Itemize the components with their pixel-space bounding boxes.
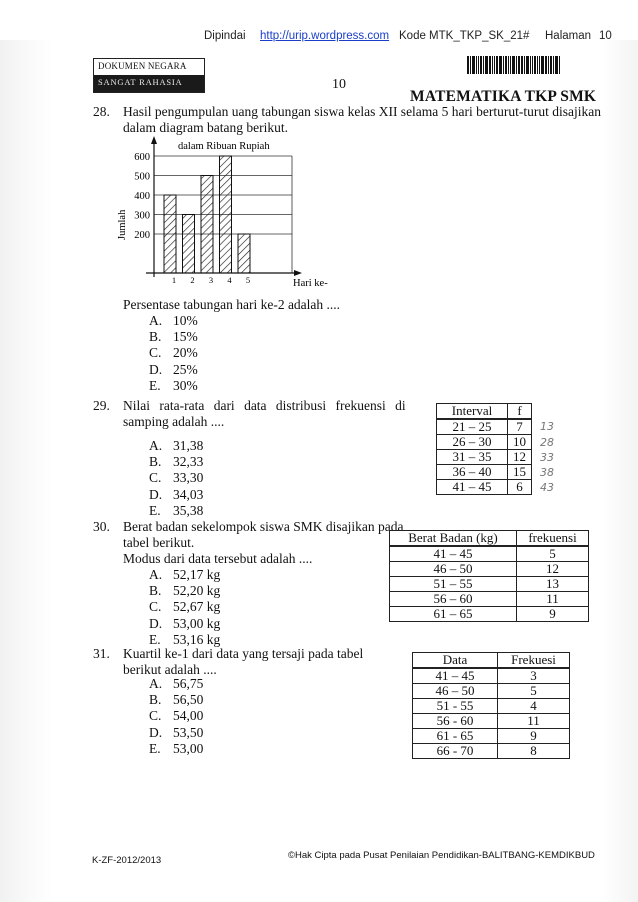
option-e[interactable] [149,378,198,394]
table-row [390,607,589,622]
table-cell: 10 [508,435,532,450]
y-tick-label: 300 [134,210,150,222]
table-cell: 56 - 60 [413,714,498,729]
table-cell: 41 – 45 [390,546,517,562]
y-axis-arrow [151,136,157,144]
option-letter: A. [149,438,163,453]
handwritten-note: 43 [540,481,554,494]
option-letter: C. [149,599,162,615]
option-letter: C. [149,708,162,724]
question-prompt: Persentase tabungan hari ke-2 adalah .... [123,297,341,312]
bar [164,195,176,273]
x-axis-label: Hari ke- [293,278,328,289]
table-cell: 13 [517,577,589,592]
barcode-icon [467,56,580,74]
option-text: 56,75 [173,676,204,691]
options-29 [149,438,203,519]
option-b[interactable] [149,583,220,599]
handwritten-note: 13 [540,420,554,433]
page-number: 10 [599,30,612,42]
option-text: 52,17 kg [173,567,221,582]
bar [238,234,250,273]
table-cell: 41 – 45 [413,668,498,684]
option-text: 53,00 kg [173,615,221,631]
table-cell: 4 [498,699,570,714]
handwritten-note: 33 [540,451,554,464]
table-cell: 61 - 65 [413,729,498,744]
table-cell: 31 – 35 [437,450,508,465]
bar [183,215,195,274]
option-a[interactable] [149,567,220,583]
option-b[interactable] [149,692,203,708]
doc-label-2: SANGAT RAHASIA [94,75,204,92]
doc-label-1: DOKUMEN NEGARA [98,61,187,71]
table-cell: 15 [508,465,532,480]
question-number: 30. [93,519,110,534]
table-row [413,668,570,684]
scan-header [0,4,638,40]
table-header: Frekuesi [498,653,570,669]
table-cell: 46 – 50 [413,684,498,699]
option-text: 10% [173,313,198,328]
option-letter: E. [149,631,161,647]
table-cell: 51 – 55 [390,577,517,592]
table-cell: 66 - 70 [413,744,498,759]
question-text-2: berikut adalah .... [123,662,217,677]
table-cell: 9 [517,607,589,622]
frequency-table-30 [389,530,589,622]
source-link[interactable]: http://urip.wordpress.com [260,30,390,42]
option-d[interactable] [149,487,203,503]
scan-shadow-right [602,40,638,902]
option-text: 34,03 [173,486,204,502]
table-cell: 21 – 25 [437,419,508,435]
option-a[interactable] [149,676,203,692]
option-e[interactable] [149,741,203,757]
table-cell: 61 – 65 [390,607,517,622]
handwritten-note: 28 [540,436,554,449]
table-cell: 12 [508,450,532,465]
question-29 [93,398,406,432]
option-letter: A. [149,567,163,582]
table-row [413,744,570,759]
table-header-row [390,531,589,547]
bar [201,176,213,274]
option-letter: E. [149,377,161,393]
page-label: Halaman [545,30,592,42]
table-header-row [413,653,570,669]
table-cell: 46 – 50 [390,562,517,577]
table-row [437,435,532,450]
option-letter: B. [149,329,162,345]
option-c[interactable] [149,470,203,486]
option-letter: B. [149,692,162,708]
question-text-2: samping adalah .... [123,414,225,429]
y-axis-label: Jumlah [117,209,128,240]
table-row [413,729,570,744]
table-cell: 36 – 40 [437,465,508,480]
table-row [437,465,532,480]
question-number: 28. [93,104,110,119]
option-d[interactable] [149,725,203,741]
frequency-table-29 [436,403,532,495]
option-b[interactable] [149,329,198,345]
question-text-1: Hasil pengumpulan uang tabungan siswa kelas XII selama 5 hari berturut-turut disajikan [123,104,601,119]
bar-chart [104,134,328,294]
option-text: 30% [173,377,198,393]
option-letter: E. [149,740,161,756]
option-letter: B. [149,583,162,599]
question-text-1: Berat badan sekelompok siswa SMK disajikan pada [123,519,404,534]
options-28 [149,313,198,394]
option-letter: D. [149,724,163,740]
option-text: 32,33 [173,454,204,470]
classification-box [93,58,205,93]
table-row [413,714,570,729]
option-e[interactable] [149,503,203,519]
option-letter: A. [149,313,163,328]
table-cell: 7 [508,419,532,435]
option-letter: A. [149,676,163,691]
x-tick-label: 4 [227,275,232,285]
doc-code: Kode MTK_TKP_SK_21# [399,30,530,42]
option-text: 52,20 kg [173,583,221,599]
option-c[interactable] [149,708,203,724]
option-text: 54,00 [173,708,204,724]
table-row [390,592,589,607]
question-30 [93,519,404,569]
chart-title: dalam Ribuan Rupiah [178,141,270,152]
table-cell: 26 – 30 [437,435,508,450]
option-c[interactable] [149,345,198,361]
option-b[interactable] [149,454,203,470]
table-cell: 11 [498,714,570,729]
x-tick-label: 3 [208,275,214,285]
option-text: 53,50 [173,724,204,740]
x-tick-label: 1 [171,275,177,285]
question-text-1: Nilai rata-rata dari data distribusi frekuensi di [123,398,406,413]
option-a[interactable] [149,438,203,454]
option-letter: D. [149,615,163,631]
question-text-1: Kuartil ke-1 dari data yang tersaji pada tabel [123,646,364,661]
y-tick-label: 200 [134,230,150,241]
option-letter: D. [149,486,163,502]
x-axis-arrow [294,270,302,276]
table-cell: 11 [517,592,589,607]
question-text-2: tabel berikut. [123,535,195,550]
options-31 [149,676,203,757]
question-28-prompt [123,297,423,313]
question-31 [93,646,393,680]
question-number: 29. [93,398,110,413]
option-a[interactable] [149,313,198,329]
table-row [437,480,532,495]
table-header-row [437,404,532,420]
option-text: 20% [173,345,198,361]
option-text: 35,38 [173,502,204,518]
table-row [437,450,532,465]
table-header: Berat Badan (kg) [390,531,517,547]
option-letter: D. [149,361,163,377]
table-cell: 56 – 60 [390,592,517,607]
option-text: 15% [173,329,198,345]
table-cell: 51 - 55 [413,699,498,714]
question-text-2: dalam diagram batang berikut. [123,120,288,135]
table-row [437,419,532,435]
option-text: 52,67 kg [173,599,221,615]
table-cell: 12 [517,562,589,577]
scanned-by-label: Dipindai [204,30,246,42]
handwritten-note: 38 [540,466,554,479]
option-text: 53,00 [173,740,204,756]
option-text: 56,50 [173,692,204,708]
option-letter: C. [149,345,162,361]
table-cell: 6 [508,480,532,495]
bar [220,156,232,273]
option-d[interactable] [149,616,220,632]
center-page-number: 10 [332,77,346,92]
option-letter: B. [149,454,162,470]
table-cell: 5 [517,546,589,562]
footer-code: K-ZF-2012/2013 [92,855,162,866]
y-tick-label: 400 [134,191,150,202]
scan-shadow-left [0,40,52,902]
subject-title: MATEMATIKA TKP SMK [410,88,597,105]
table-cell: 8 [498,744,570,759]
y-tick-label: 600 [134,152,150,163]
question-number: 31. [93,646,110,661]
table-header: frekuensi [517,531,589,547]
frequency-table-31 [412,652,570,759]
table-row [390,562,589,577]
footer-copyright: ©Hak Cipta pada Pusat Penilaian Pendidikan-BALITBANG-KEMDIKBUD [288,850,595,861]
table-row [413,699,570,714]
table-header: f [508,404,532,420]
table-header: Interval [437,404,508,420]
option-letter: E. [149,502,161,518]
option-text: 33,30 [173,470,204,486]
table-cell: 9 [498,729,570,744]
question-text-3: Modus dari data tersebut adalah .... [123,551,313,566]
table-row [390,577,589,592]
option-text: 53,16 kg [173,631,221,647]
x-tick-label: 5 [245,275,251,285]
option-d[interactable] [149,362,198,378]
option-c[interactable] [149,599,220,615]
table-row [390,546,589,562]
options-30 [149,567,220,648]
table-header: Data [413,653,498,669]
table-cell: 3 [498,668,570,684]
question-28 [93,104,601,138]
option-text: 31,38 [173,438,204,453]
option-letter: C. [149,470,162,486]
x-tick-label: 2 [190,275,195,285]
y-tick-label: 500 [134,171,150,183]
bar-chart-svg [104,134,328,294]
table-row [413,684,570,699]
table-cell: 41 – 45 [437,480,508,495]
table-cell: 5 [498,684,570,699]
option-text: 25% [173,361,198,377]
